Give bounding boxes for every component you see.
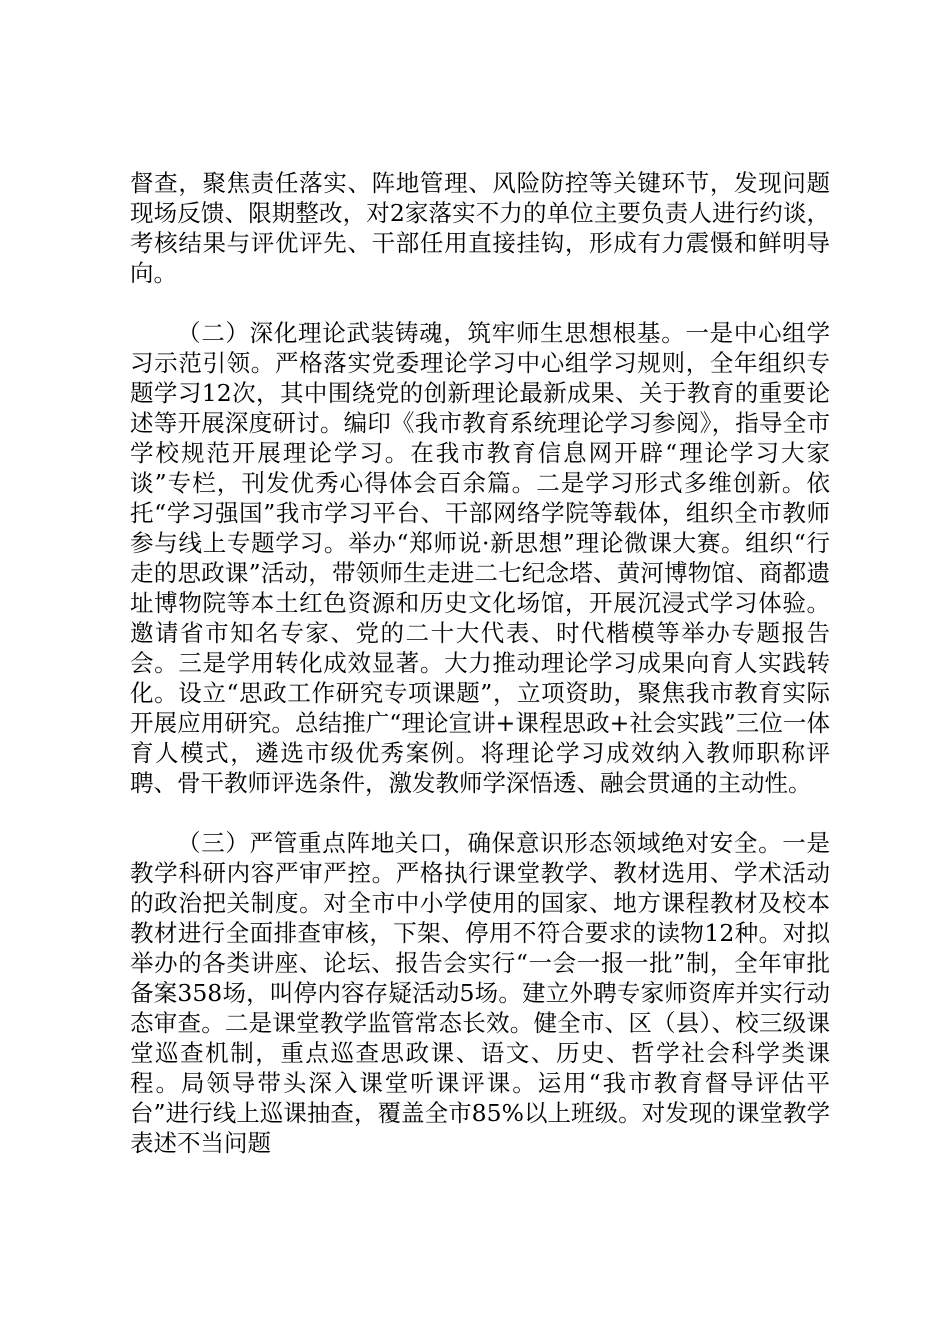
document-body [130, 168, 830, 1158]
paragraph-spacer [130, 798, 830, 828]
paragraph-continuation: 督查，聚焦责任落实、阵地管理、风险防控等关键环节，发现问题现场反馈、限期整改，对2家落实不力的单位主要负责人进行约谈，考核结果与评优评先、干部任用直接挂钩，形成有力震慑和鲜明导向。 [130, 169, 830, 287]
paragraph-spacer [130, 288, 830, 318]
paragraph-section-3: （三）严管重点阵地关口，确保意识形态领域绝对安全。一是教学科研内容严审严控。严格执行课堂教学、教材选用、学术活动的政治把关制度。对全市中小学使用的国家、地方课程教材及校本教材进行全面排查审核，下架、停用不符合要求的读物12种。对拟举办的各类讲座、论坛、报告会实行“一会一报一批”制，全年审批备案358场，叫停内容存疑活动5场。建立外聘专家师资库并实行动态审查。二是课堂教学监管常态长效。健全市、区（县）、校三级课堂巡查机制，重点巡查思政课、语文、历史、哲学社会科学类课程。局领导带头深入课堂听课评课。运用“我市教育督导评估平台”进行线上巡课抽查，覆盖全市85%以上班级。对发现的课堂教学表述不当问题 [130, 829, 830, 1157]
paragraph-section-2: （二）深化理论武装铸魂，筑牢师生思想根基。一是中心组学习示范引领。严格落实党委理论学习中心组学习规则，全年组织专题学习12次，其中围绕党的创新理论最新成果、关于教育的重要论述等开展深度研讨。编印《我市教育系统理论学习参阅》，指导全市学校规范开展理论学习。在我市教育信息网开辟“理论学习大家谈”专栏，刊发优秀心得体会百余篇。二是学习形式多维创新。依托“学习强国”我市学习平台、干部网络学院等载体，组织全市教师参与线上专题学习。举办“郑师说·新思想”理论微课大赛。组织“行走的思政课”活动，带领师生走进二七纪念塔、黄河博物馆、商都遗址博物院等本土红色资源和历史文化场馆，开展沉浸式学习体验。邀请省市知名专家、党的二十大代表、时代楷模等举办专题报告会。三是学用转化成效显著。大力推动理论学习成果向育人实践转化。设立“思政工作研究专项课题”，立项资助，聚焦我市教育实际开展应用研究。总结推广“理论宣讲+课程思政+社会实践”三位一体育人模式，遴选市级优秀案例。将理论学习成效纳入教师职称评聘、骨干教师评选条件，激发教师学深悟透、融会贯通的主动性。 [130, 319, 830, 797]
